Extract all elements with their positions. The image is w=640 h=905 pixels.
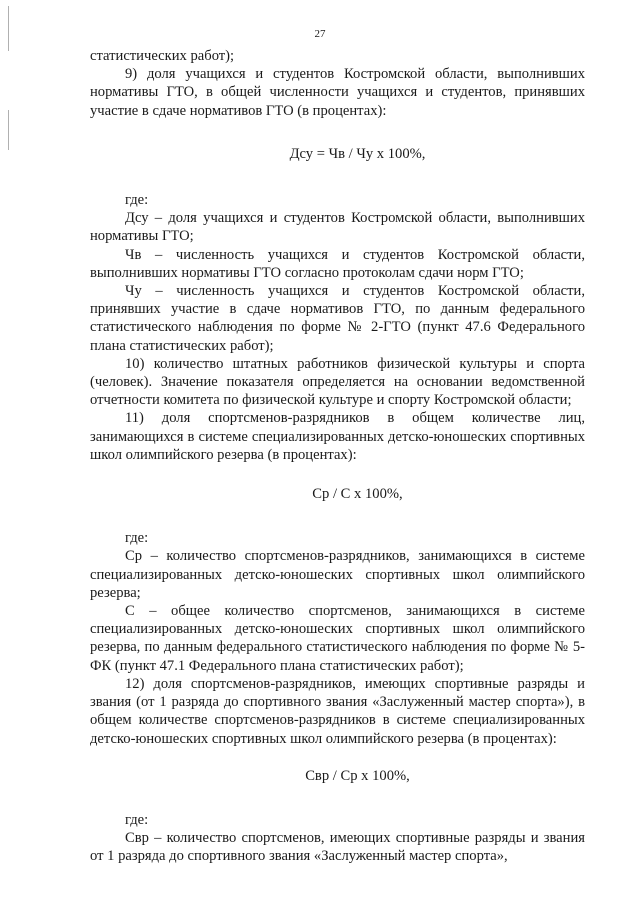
document-body <box>90 47 585 866</box>
where-label: где: <box>125 811 149 828</box>
paragraph-item-12: 12) доля спортсменов-разрядников, имеющих спортивные разряды и звания (от 1 разряда до спортивного звания «Заслуженный мастер спорта»), в общем количестве спортсменов-разрядников в системе специализированных детско-юношеских спортивных школ олимпийского резерва (в процентах): <box>90 675 585 747</box>
formula-svr: Свр / Ср х 100%, <box>305 767 410 784</box>
definition-s: С – общее количество спортсменов, занимающихся в системе специализированных детско-юношеских спортивных школ олимпийского резерва, по данным федерального статистического наблюдения по форме № 5-ФК (пункт 47.1 Федерального плана статистических работ); <box>90 603 585 674</box>
paragraph: статистических работ); <box>90 48 235 64</box>
paragraph-item-11: 11) доля спортсменов-разрядников в общем количестве лиц, занимающихся в системе специализированных детско-юношеских спортивных школ олимпийского резерва (в процентах): <box>90 410 585 463</box>
definition-chu: Чу – численность учащихся и студентов Костромской области, принявших участие в сдаче нормативов ГТО, по данным федерального статистического наблюдения по форме № 2-ГТО (пункт 47.6 Федерального плана статистических работ); <box>90 283 585 354</box>
formula-dsu: Дсу = Чв / Чу х 100%, <box>289 145 426 162</box>
paragraph-item-10: 10) количество штатных работников физической культуры и спорта (человек). Значение показателя определяется на основании ведомственной отчетности комитета по физической культуре и спорту Костромской области; <box>90 355 585 409</box>
where-label: где: <box>125 192 149 209</box>
definition-dsu: Дсу – доля учащихся и студентов Костромской области, выполнивших нормативы ГТО; <box>90 210 585 245</box>
definition-chv: Чв – численность учащихся и студентов Костромской области, выполнивших нормативы ГТО согласно протоколам сдачи норм ГТО; <box>90 246 585 281</box>
definition-svr: Свр – количество спортсменов, имеющих спортивные разряды и звания от 1 разряда до спортивного звания «Заслуженный мастер спорта», <box>90 830 585 865</box>
where-label: где: <box>125 530 149 547</box>
formula-sr: Ср / С х 100%, <box>312 486 403 503</box>
paragraph-item-9: 9) доля учащихся и студентов Костромской области, выполнивших нормативы ГТО, в общей численности учащихся и студентов, принявших участие в сдаче нормативов ГТО (в процентах): <box>90 66 585 119</box>
definition-sr: Ср – количество спортсменов-разрядников, занимающихся в системе специализированных детско-юношеских спортивных школ олимпийского резерва; <box>90 548 585 601</box>
page-number: 27 <box>314 28 326 40</box>
margin-scan-mark <box>8 110 9 150</box>
